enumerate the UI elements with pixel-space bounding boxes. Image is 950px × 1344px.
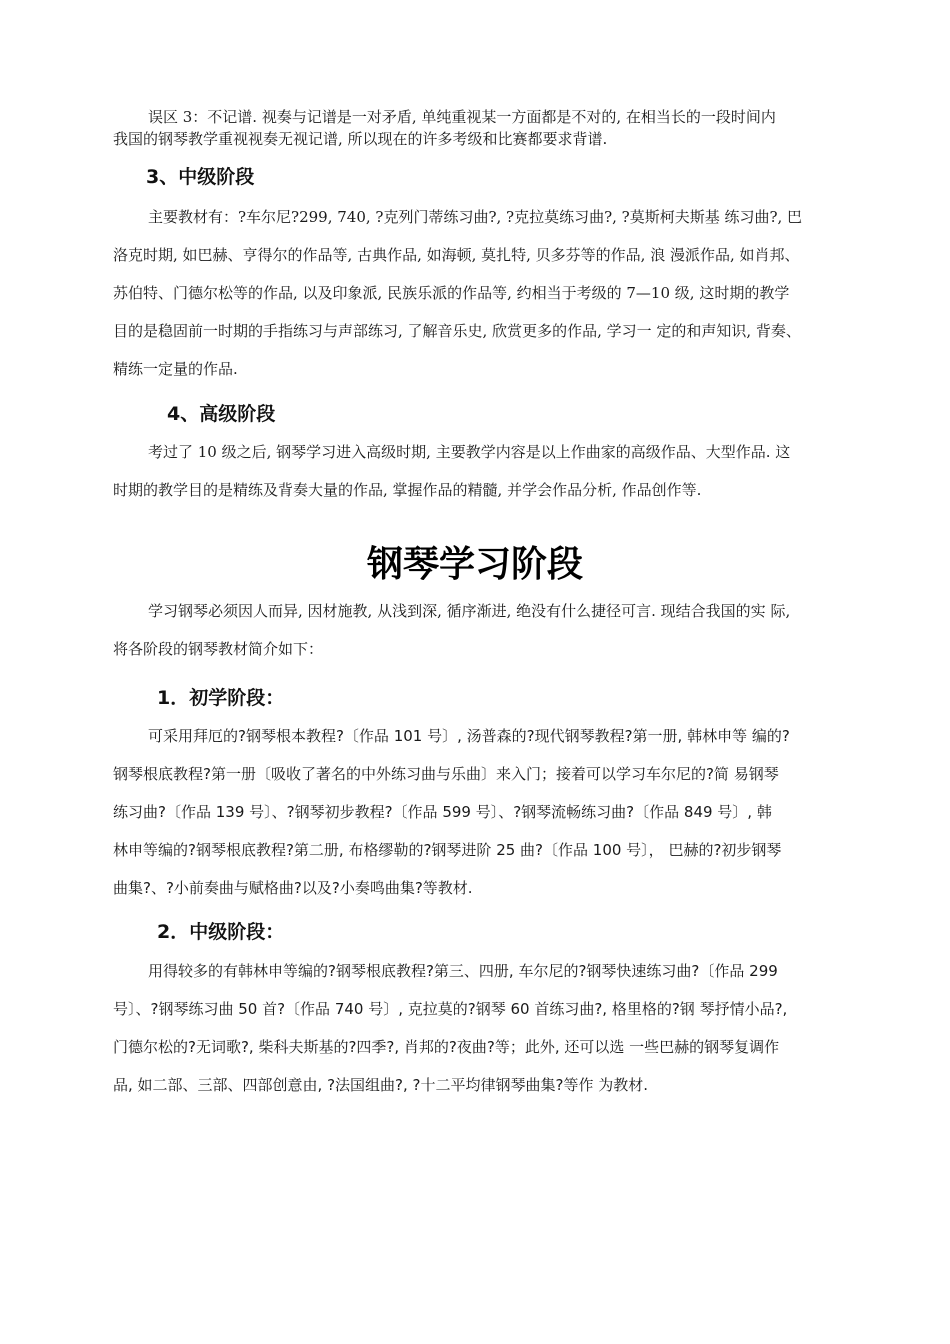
paragraph-line: 品, 如二部、三部、四部创意由, ?法国组曲?, ?十二平均律钢琴曲集?等作 为教材. [113, 1076, 648, 1094]
paragraph-line: 学习钢琴必须因人而异, 因材施教, 从浅到深, 循序渐进, 绝没有什么捷径可言. 现结合我国的实 际, [148, 602, 791, 620]
paragraph-line: 林申等编的?钢琴根底教程?第二册, 布格缪勒的?钢琴进阶 25 曲?〔作品 100 号〕， 巴赫的?初步钢琴 [113, 841, 782, 859]
paragraph-line: 将各阶段的钢琴教材简介如下： [113, 640, 324, 658]
paragraph-line: 曲集?、?小前奏曲与赋格曲?以及?小奏鸣曲集?等教材. [113, 879, 473, 897]
paragraph-line: 精练一定量的作品. [113, 360, 238, 378]
paragraph-line: 目的是稳固前一时期的手指练习与声部练习, 了解音乐史, 欣赏更多的作品, 学习一 定的和声知识, 背奏、 [113, 322, 801, 340]
paragraph-line: 用得较多的有韩林申等编的?钢琴根底教程?第三、四册, 车尔尼的?钢琴快速练习曲?〔作品 299 [148, 962, 778, 980]
advanced-paragraph [113, 433, 873, 509]
section-heading-beginner: 1．初学阶段： [157, 687, 285, 709]
main-title: 钢琴学习阶段 [366, 544, 583, 585]
section-heading-intermediate: 2．中级阶段： [157, 921, 285, 943]
paragraph-line: 误区 3：不记谱. 视奏与记谱是一对矛盾, 单纯重视某一方面都是不对的, 在相当长的一段时间内 [148, 108, 776, 126]
section-heading-advanced: 4、高级阶段 [167, 403, 276, 425]
beginner-paragraph [113, 717, 873, 907]
paragraph-line: 考过了 10 级之后, 钢琴学习进入高级时期, 主要教学内容是以上作曲家的高级作品、大型作品. 这 [148, 443, 791, 461]
paragraph-line: 门德尔松的?无词歌?, 柴科夫斯基的?四季?, 肖邦的?夜曲?等；此外, 还可以选 一些巴赫的钢琴复调作 [113, 1038, 780, 1056]
paragraph-line: 时期的教学目的是精练及背奏大量的作品, 掌握作品的精髓, 并学会作品分析, 作品创作等. [113, 481, 702, 499]
main-intro-paragraph [113, 592, 873, 668]
intro-mistake-paragraph [113, 106, 873, 150]
intermediate-paragraph [113, 952, 873, 1104]
paragraph-line: 我国的钢琴教学重视视奏无视记谱, 所以现在的许多考级和比赛都要求背谱. [113, 130, 608, 148]
intermediate-old-paragraph [113, 198, 873, 388]
paragraph-line: 练习曲?〔作品 139 号〕、?钢琴初步教程?〔作品 599 号〕、?钢琴流畅练习曲?〔作品 849 号〕, 韩 [113, 803, 772, 821]
paragraph-line: 洛克时期, 如巴赫、亨得尔的作品等, 古典作品, 如海顿, 莫扎特, 贝多芬等的作品, 浪 漫派作品, 如肖邦、 [113, 246, 800, 264]
paragraph-line: 钢琴根底教程?第一册〔吸收了著名的中外练习曲与乐曲〕来入门；接着可以学习车尔尼的?简 易钢琴 [113, 765, 779, 783]
paragraph-line: 号〕、?钢琴练习曲 50 首?〔作品 740 号〕, 克拉莫的?钢琴 60 首练习曲?, 格里格的?钢 琴抒情小品?, [113, 1000, 788, 1018]
section-heading-intermediate-old: 3、中级阶段 [146, 166, 255, 188]
paragraph-line: 苏伯特、门德尔松等的作品, 以及印象派, 民族乐派的作品等, 约相当于考级的 7—10 级, 这时期的教学 [113, 284, 790, 302]
paragraph-line: 可采用拜厄的?钢琴根本教程?〔作品 101 号〕, 汤普森的?现代钢琴教程?第一册, 韩林申等 编的? [148, 727, 790, 745]
paragraph-line: 主要教材有：?车尔尼?299, 740, ?克列门蒂练习曲?, ?克拉莫练习曲?, ?莫斯柯夫斯基 练习曲?, 巴 [148, 208, 803, 226]
